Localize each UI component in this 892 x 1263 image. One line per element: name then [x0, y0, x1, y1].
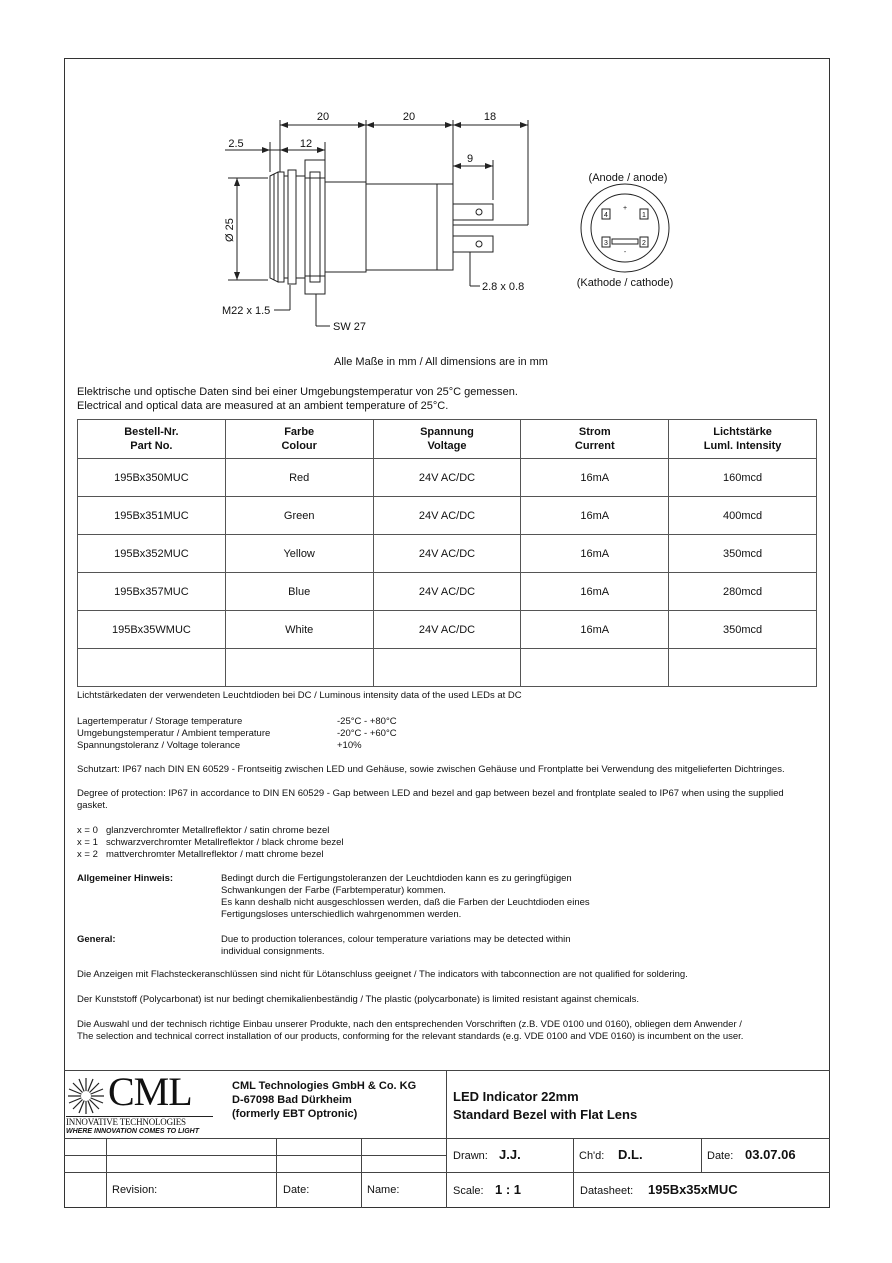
x-option-text: schwarzverchromter Metallreflektor / black chrome bezel	[106, 837, 344, 848]
cell-current: 16mA	[521, 535, 669, 573]
intro-de: Elektrische und optische Daten sind bei einer Umgebungstemperatur von 25°C gemessen.	[77, 386, 518, 398]
table-row	[78, 611, 817, 649]
logo-tagline: WHERE INNOVATION COMES TO LIGHT	[66, 1128, 199, 1135]
general-en-label: General:	[77, 934, 116, 945]
company-name: CML Technologies GmbH & Co. KG	[232, 1080, 417, 1092]
thread-label: M22 x 1.5	[222, 305, 271, 317]
company-address: D-67098 Bad Dürkheim	[232, 1094, 352, 1106]
cell-voltage: 24V AC/DC	[373, 459, 521, 497]
cell-voltage: 24V AC/DC	[373, 535, 521, 573]
tab-note: Die Anzeigen mit Flachsteckeranschlüssen sind nicht für Lötanschluss geeignet / The indicators with tabconnection are not qualified for soldering.	[77, 969, 688, 980]
dim-9: 9	[466, 153, 474, 165]
checked-value: D.L.	[618, 1147, 643, 1162]
dim-20-a: 20	[316, 111, 330, 123]
header-colour: Farbe Colour	[225, 420, 373, 459]
checked-label: Ch'd:	[579, 1150, 605, 1162]
cell-current: 16mA	[521, 459, 669, 497]
dim-diameter: Ø 25	[224, 218, 236, 242]
scale-label: Scale:	[453, 1185, 484, 1197]
cell-intensity: 400mcd	[669, 497, 817, 535]
header-voltage: Spannung Voltage	[373, 420, 521, 459]
units-note: Alle Maße in mm / All dimensions are in mm	[334, 356, 548, 368]
cell-voltage: 24V AC/DC	[373, 573, 521, 611]
datasheet-value: 195Bx35xMUC	[648, 1182, 738, 1197]
titleblock-line	[701, 1138, 702, 1172]
header-part-no: Bestell-Nr. Part No.	[78, 420, 226, 459]
table-row	[78, 573, 817, 611]
table-row	[78, 459, 817, 497]
x-option-key: x = 2	[77, 849, 98, 860]
temp-label-storage: Lagertemperatur / Storage temperature	[77, 716, 243, 727]
general-de-line: Fertigungsloses unterschiedlich wahrgenommen werden.	[221, 909, 462, 920]
revision-date-label: Date:	[283, 1184, 310, 1196]
revision-label: Revision:	[112, 1184, 158, 1196]
general-de-line: Es kann deshalb nicht ausgeschlossen werden, daß die Farben der Leuchtdioden eines	[221, 897, 590, 908]
titleblock-line	[64, 1138, 446, 1139]
x-option-text: mattverchromter Metallreflektor / matt chrome bezel	[106, 849, 324, 860]
titleblock-line	[446, 1070, 447, 1208]
header-current: Strom Current	[521, 420, 669, 459]
x-option-key: x = 0	[77, 825, 98, 836]
tab-size-label: 2.8 x 0.8	[482, 281, 525, 293]
cell-colour: Yellow	[225, 535, 373, 573]
cell-colour: Blue	[225, 573, 373, 611]
titleblock-line	[361, 1138, 362, 1208]
general-en-line: Due to production tolerances, colour temperature variations may be detected within	[221, 934, 571, 945]
cell-part-no: 195Bx357MUC	[78, 573, 226, 611]
company-formerly: (formerly EBT Optronic)	[232, 1108, 358, 1120]
scale-value: 1 : 1	[495, 1182, 522, 1197]
logo-starburst-icon	[66, 1076, 106, 1116]
plus-sign: +	[622, 205, 628, 212]
cell-part-no: 195Bx351MUC	[78, 497, 226, 535]
cell-intensity: 350mcd	[669, 611, 817, 649]
logo-text: CML	[108, 1069, 192, 1114]
cell-current: 16mA	[521, 497, 669, 535]
table-row-empty	[78, 649, 817, 687]
install-de: Die Auswahl und der technisch richtige Einbau unserer Produkte, nach den entsprechenden Vorschriften (z.B. VDE 0100 und 0160), obliegen dem Anwender /	[77, 1019, 742, 1030]
general-de-line: Schwankungen der Farbe (Farbtemperatur) kommen.	[221, 885, 446, 896]
cell-current: 16mA	[521, 611, 669, 649]
date-value: 03.07.06	[745, 1147, 796, 1162]
cell-current: 16mA	[521, 573, 669, 611]
cell-intensity: 280mcd	[669, 573, 817, 611]
temp-label-ambient: Umgebungstemperatur / Ambient temperature	[77, 728, 271, 739]
intro-en: Electrical and optical data are measured at an ambient temperature of 25°C.	[77, 400, 449, 412]
drawn-label: Drawn:	[453, 1150, 488, 1162]
pin-4: 4	[604, 212, 608, 219]
titleblock-line	[64, 1172, 830, 1173]
x-option-key: x = 1	[77, 837, 98, 848]
titleblock-line	[106, 1138, 107, 1208]
x-option-text: glanzverchromter Metallreflektor / satin chrome bezel	[106, 825, 330, 836]
dim-12: 12	[299, 138, 313, 150]
cell-voltage: 24V AC/DC	[373, 497, 521, 535]
pin-2: 2	[642, 240, 646, 247]
date-label: Date:	[707, 1150, 734, 1162]
temp-value-storage: -25°C - +80°C	[337, 716, 397, 727]
tol-label: Spannungstoleranz / Voltage tolerance	[77, 740, 241, 751]
titleblock-line	[573, 1138, 574, 1208]
cell-part-no: 195Bx35WMUC	[78, 611, 226, 649]
wrench-size-label: SW 27	[333, 321, 367, 333]
product-subtitle: Standard Bezel with Flat Lens	[453, 1107, 638, 1122]
datasheet-label: Datasheet:	[580, 1185, 634, 1197]
general-de-line: Bedingt durch die Fertigungstoleranzen der Leuchtdioden kann es zu geringfügigen	[221, 873, 572, 884]
general-de-label: Allgemeiner Hinweis:	[77, 873, 174, 884]
lumi-note: Lichtstärkedaten der verwendeten Leuchtdioden bei DC / Luminous intensity data of the used LEDs at DC	[77, 690, 522, 701]
install-en: The selection and technical correct installation of our products, conforming for the relevant standards (e.g. VDE 0100 and VDE 0160) is incumbent on the user.	[77, 1031, 744, 1042]
cell-part-no: 195Bx350MUC	[78, 459, 226, 497]
titleblock-line	[276, 1138, 277, 1208]
titleblock-line	[64, 1155, 446, 1156]
dim-20-b: 20	[402, 111, 416, 123]
dim-18: 18	[483, 111, 497, 123]
anode-label: (Anode / anode)	[588, 172, 668, 184]
logo-subtitle: INNOVATIVE TECHNOLOGIES	[66, 1116, 213, 1127]
pin-3: 3	[604, 240, 608, 247]
minus-sign: -	[623, 249, 627, 256]
table-header-row	[78, 420, 817, 459]
temp-value-ambient: -20°C - +60°C	[337, 728, 397, 739]
general-en-line: individual consignments.	[221, 946, 325, 957]
revision-name-label: Name:	[367, 1184, 400, 1196]
cell-intensity: 350mcd	[669, 535, 817, 573]
pin-1: 1	[642, 212, 646, 219]
plastic-note: Der Kunststoff (Polycarbonat) ist nur bedingt chemikalienbeständig / The plastic (polycarbonate) is limited resistant against chemicals.	[77, 994, 640, 1005]
table-row	[78, 535, 817, 573]
cell-voltage: 24V AC/DC	[373, 611, 521, 649]
cell-colour: Red	[225, 459, 373, 497]
protection-de: Schutzart: IP67 nach DIN EN 60529 - Frontseitig zwischen LED und Gehäuse, sowie zwischen Gehäuse und Frontplatte bei Verwendung des mitgelieferten Dichtringes.	[77, 764, 785, 775]
table-row	[78, 497, 817, 535]
cell-colour: White	[225, 611, 373, 649]
dim-2-5: 2.5	[228, 138, 244, 150]
cell-colour: Green	[225, 497, 373, 535]
header-intensity: Lichtstärke Luml. Intensity	[669, 420, 817, 459]
drawn-value: J.J.	[499, 1147, 521, 1162]
spec-table	[77, 419, 817, 687]
tol-value: +10%	[337, 740, 362, 751]
cell-part-no: 195Bx352MUC	[78, 535, 226, 573]
protection-en: Degree of protection: IP67 in accordance to DIN EN 60529 - Gap between LED and bezel and gap between bezel and frontplate sealed to IP67 when using the supplied gasket.	[77, 788, 784, 811]
cathode-label: (Kathode / cathode)	[576, 277, 674, 289]
titleblock-line	[446, 1138, 830, 1139]
product-title: LED Indicator 22mm	[453, 1089, 579, 1104]
technical-drawing	[0, 0, 892, 380]
cell-intensity: 160mcd	[669, 459, 817, 497]
